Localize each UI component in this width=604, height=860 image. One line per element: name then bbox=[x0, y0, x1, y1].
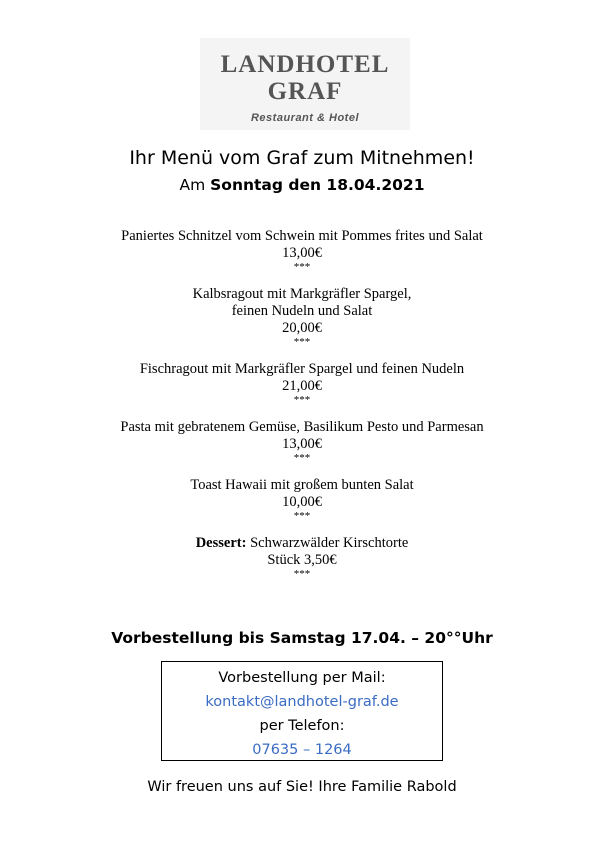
logo-name-line1: LANDHOTEL bbox=[220, 51, 390, 78]
mail-label: Vorbestellung per Mail: bbox=[218, 670, 386, 686]
dish-separator: *** bbox=[293, 394, 311, 406]
dish-name: Fischragout mit Markgräfler Spargel und feinen Nudeln bbox=[139, 361, 465, 377]
dish-name: Pasta mit gebratenem Gemüse, Basilikum Pesto und Parmesan bbox=[120, 419, 484, 435]
preorder-deadline: Vorbestellung bis Samstag 17.04. – 20°°Uhr bbox=[111, 629, 493, 647]
menu-item bbox=[0, 361, 604, 406]
menu-item bbox=[0, 477, 604, 522]
email-link[interactable]: kontakt@landhotel-graf.de bbox=[205, 694, 399, 710]
menu-item bbox=[0, 228, 604, 273]
dessert-text: Schwarzwälder Kirschtorte bbox=[246, 535, 409, 551]
dish-name: Toast Hawaii mit großem bunten Salat bbox=[190, 477, 414, 493]
dish-name-continued: feinen Nudeln und Salat bbox=[231, 303, 373, 319]
page-title: Ihr Menü vom Graf zum Mitnehmen! bbox=[129, 147, 475, 169]
menu-list bbox=[0, 228, 604, 580]
date-prefix: Am bbox=[179, 176, 211, 194]
dish-separator: *** bbox=[293, 336, 311, 348]
menu-date bbox=[0, 174, 604, 196]
logo-name-line2: GRAF bbox=[267, 78, 343, 105]
dessert-name bbox=[0, 535, 604, 552]
dish-name: Paniertes Schnitzel vom Schwein mit Pommes frites und Salat bbox=[121, 228, 483, 244]
date-bold: Sonntag den 18.04.2021 bbox=[210, 176, 425, 194]
dish-price: 10,00€ bbox=[282, 494, 322, 510]
closing-message: Wir freuen uns auf Sie! Ihre Familie Rabold bbox=[147, 779, 457, 795]
hotel-logo bbox=[200, 38, 410, 130]
menu-item bbox=[0, 419, 604, 464]
dish-price: 20,00€ bbox=[282, 320, 322, 336]
dish-price: 21,00€ bbox=[282, 378, 322, 394]
contact-box bbox=[161, 661, 443, 761]
menu-item-dessert bbox=[0, 535, 604, 580]
dish-price: 13,00€ bbox=[282, 245, 322, 261]
dessert-label: Dessert: bbox=[195, 535, 247, 551]
phone-link[interactable]: 07635 – 1264 bbox=[252, 742, 352, 758]
dessert-price: Stück 3,50€ bbox=[267, 552, 337, 568]
menu-item bbox=[0, 286, 604, 348]
dish-name: Kalbsragout mit Markgräfler Spargel, bbox=[192, 286, 412, 302]
dish-separator: *** bbox=[293, 452, 311, 464]
dish-separator: *** bbox=[293, 261, 311, 273]
logo-subtitle: Restaurant & Hotel bbox=[250, 112, 360, 124]
phone-label: per Telefon: bbox=[259, 718, 345, 734]
dish-separator: *** bbox=[293, 510, 311, 522]
dish-separator: *** bbox=[293, 568, 311, 580]
dish-price: 13,00€ bbox=[282, 436, 322, 452]
